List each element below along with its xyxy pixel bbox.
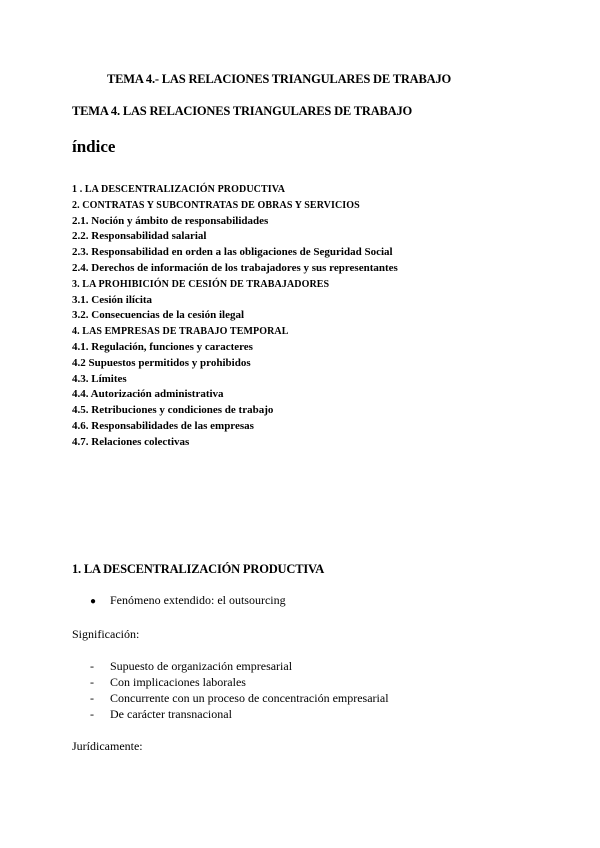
dash-icon: -: [90, 691, 94, 705]
list-item: [90, 658, 389, 674]
significacion-label: Significación:: [72, 627, 140, 641]
toc-item[interactable]: 4.5. Retribuciones y condiciones de trabajo: [72, 404, 274, 417]
toc-item[interactable]: 3.2. Consecuencias de la cesión ilegal: [72, 309, 245, 322]
document-title: TEMA 4.- LAS RELACIONES TRIANGULARES DE TRABAJO: [107, 72, 452, 86]
list-item-text: Concurrente con un proceso de concentración empresarial: [110, 691, 389, 705]
toc-item[interactable]: 2. CONTRATAS Y SUBCONTRATAS DE OBRAS Y SERVICIOS: [72, 199, 360, 211]
index-heading: índice: [72, 137, 116, 156]
toc-item[interactable]: 4.3. Límites: [72, 372, 127, 385]
dash-icon: -: [90, 707, 94, 721]
bullet-text: Fenómeno extendido: el outsourcing: [110, 593, 286, 607]
bullet-item: [90, 593, 286, 608]
toc-item[interactable]: 2.3. Responsabilidad en orden a las obligaciones de Seguridad Social: [72, 246, 393, 259]
toc-item[interactable]: 1 . LA DESCENTRALIZACIÓN PRODUCTIVA: [72, 184, 286, 195]
dash-icon: -: [90, 659, 94, 673]
dash-icon: -: [90, 675, 94, 689]
toc-item[interactable]: 4.4. Autorización administrativa: [72, 388, 224, 401]
toc-item[interactable]: 4. LAS EMPRESAS DE TRABAJO TEMPORAL: [72, 326, 289, 338]
toc-item[interactable]: 4.6. Responsabilidades de las empresas: [72, 419, 254, 432]
document-subtitle: TEMA 4. LAS RELACIONES TRIANGULARES DE TRABAJO: [72, 104, 413, 118]
list-item: [90, 706, 389, 722]
list-item-text: Con implicaciones laborales: [110, 675, 246, 689]
toc-item[interactable]: 2.1. Noción y ámbito de responsabilidades: [72, 214, 269, 227]
dash-list: [90, 658, 389, 722]
toc-item[interactable]: 3.1. Cesión ilícita: [72, 293, 153, 306]
list-item: [90, 674, 389, 690]
bullet-icon: ●: [90, 596, 97, 607]
toc-item[interactable]: 4.7. Relaciones colectivas: [72, 435, 190, 448]
list-item: [90, 690, 389, 706]
list-item-text: Supuesto de organización empresarial: [110, 659, 293, 673]
toc-item[interactable]: 3. LA PROHIBICIÓN DE CESIÓN DE TRABAJADORES: [72, 278, 330, 290]
table-of-contents: [72, 182, 398, 451]
toc-item[interactable]: 4.2 Supuestos permitidos y prohibidos: [72, 356, 251, 369]
juridicamente-label: Jurídicamente:: [72, 739, 143, 753]
toc-item[interactable]: 2.2. Responsabilidad salarial: [72, 230, 207, 243]
list-item-text: De carácter transnacional: [110, 707, 232, 721]
section-heading: 1. LA DESCENTRALIZACIÓN PRODUCTIVA: [72, 562, 325, 576]
toc-item[interactable]: 4.1. Regulación, funciones y caracteres: [72, 340, 253, 353]
toc-item[interactable]: 2.4. Derechos de información de los trabajadores y sus representantes: [72, 261, 398, 274]
